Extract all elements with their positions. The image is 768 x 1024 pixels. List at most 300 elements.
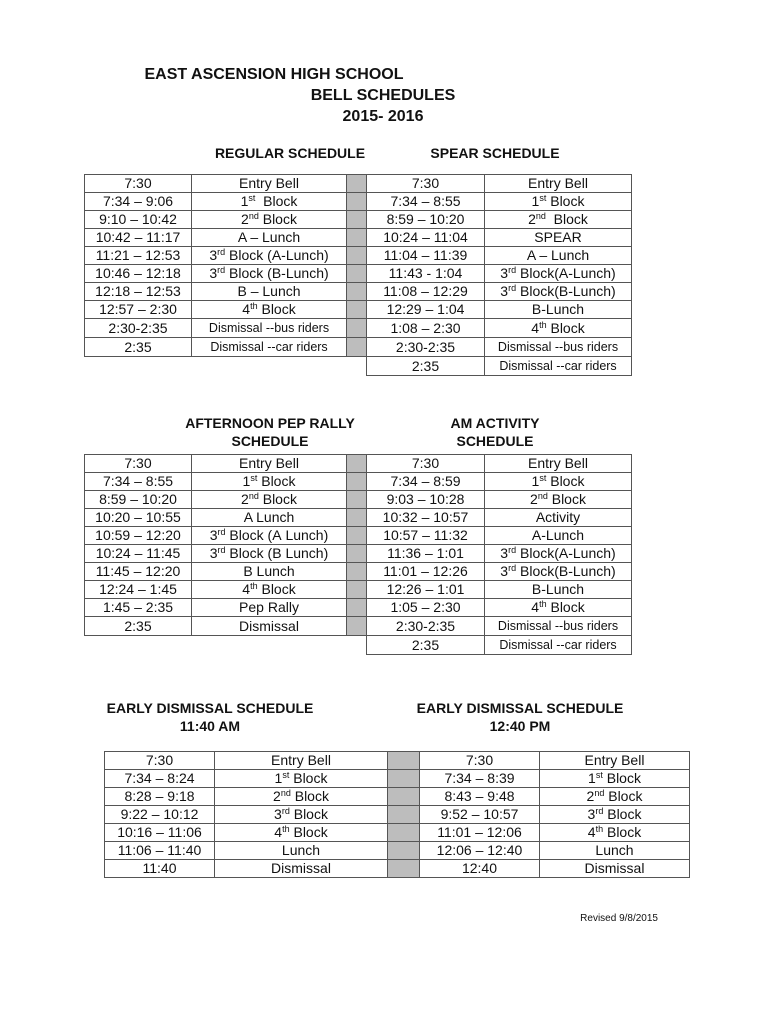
table-row [85,599,632,617]
ordinal-suffix: rd [217,247,226,257]
time-cell: 12:57 – 2:30 [85,301,192,319]
event-label [585,860,645,876]
event-label [243,563,294,579]
ordinal-suffix: st [250,473,258,483]
time-cell: 7:34 – 8:39 [420,770,540,788]
event-cell [215,770,388,788]
event-text: A Lunch [243,509,295,525]
schedule-title-right [380,414,610,450]
table-row [85,563,632,581]
divider-cell [347,229,367,247]
event-text: 3 [500,545,509,561]
event-cell [192,265,347,283]
time-cell: 9:03 – 10:28 [367,491,485,509]
event-label [210,545,329,561]
ordinal-suffix: th [595,824,604,834]
event-text-suffix: Block [547,491,586,507]
event-text: B-Lunch [531,581,585,597]
divider-cell [347,338,367,357]
event-text: 4 [531,599,540,615]
event-cell [485,581,632,599]
event-text-suffix: Block [289,770,328,786]
table-row [105,806,690,824]
event-label [271,752,331,768]
event-text-suffix: Block(A-Lunch) [516,265,616,281]
event-text-suffix: Block [290,788,329,804]
event-cell [540,770,690,788]
title-line: SPEAR SCHEDULE [430,145,560,161]
school-name: EAST ASCENSION HIGH SCHOOL [144,66,404,83]
event-cell [540,860,690,878]
event-text-suffix: Block [257,473,296,489]
table-row [85,301,632,319]
event-cell [540,788,690,806]
event-cell [485,527,632,545]
ordinal-suffix: st [248,193,256,203]
event-cell [192,527,347,545]
time-cell: 2:30-2:35 [367,338,485,357]
time-cell: 7:30 [105,752,215,770]
event-text: Entry Bell [528,455,588,471]
event-text-suffix: Block [546,319,585,336]
event-label [500,265,615,281]
event-cell [192,319,347,338]
event-cell [215,806,388,824]
event-label [588,770,641,786]
divider-cell [388,770,420,788]
time-cell: 7:30 [85,175,192,193]
event-cell [485,599,632,617]
ordinal-suffix: rd [281,806,290,816]
event-cell [485,509,632,527]
event-cell [485,193,632,211]
table-row [85,581,632,599]
table-row [85,283,632,301]
table-row [85,175,632,193]
ordinal-suffix: rd [217,545,226,555]
event-text-suffix: Block(B-Lunch) [516,563,616,579]
event-text: A – Lunch [237,229,301,245]
event-cell [215,842,388,860]
time-cell: 11:01 – 12:26 [367,563,485,581]
event-text: 1 [588,770,596,786]
event-label [528,175,588,191]
time-cell: 7:34 – 9:06 [85,193,192,211]
event-cell [192,175,347,193]
event-label [210,340,327,354]
divider-cell [347,175,367,193]
event-cell [192,193,347,211]
event-label [588,824,641,840]
event-label [238,229,300,245]
event-label [531,320,584,336]
time-cell: 2:35 [85,338,192,357]
schedule-table [104,751,690,878]
event-text: 4 [587,824,596,840]
time-cell: 12:40 [420,860,540,878]
ordinal-suffix: st [282,770,290,780]
event-cell [192,599,347,617]
event-label [531,599,584,615]
time-cell: 10:59 – 12:20 [85,527,192,545]
time-cell: 12:26 – 1:01 [367,581,485,599]
event-label [499,359,616,373]
divider-cell [347,247,367,265]
event-label [500,545,615,561]
event-label [498,619,618,633]
ordinal-suffix: th [539,599,547,609]
table-row [85,319,632,338]
schedule-table [84,454,632,655]
ordinal-suffix: st [595,770,603,780]
divider-cell [388,842,420,860]
ordinal-suffix: rd [508,545,517,555]
time-cell: 10:32 – 10:57 [367,509,485,527]
time-cell: 7:30 [85,455,192,473]
divider-cell [388,824,420,842]
event-cell [485,455,632,473]
ordinal-suffix: rd [508,563,517,573]
empty-cell [192,636,347,655]
event-text-suffix: Block [546,193,585,209]
event-label [209,321,329,335]
ordinal-suffix: nd [537,491,548,501]
time-cell: 11:08 – 12:29 [367,283,485,301]
time-cell: 12:24 – 1:45 [85,581,192,599]
event-cell [485,617,632,636]
title-line: REGULAR SCHEDULE [214,145,366,161]
ordinal-suffix: th [539,319,547,330]
divider-cell [347,491,367,509]
divider-cell [347,319,367,338]
table-row [85,545,632,563]
title-line: AFTERNOON PEP RALLY [185,415,355,431]
divider-cell [388,788,420,806]
title-line: SCHEDULE [231,433,309,449]
table-row [85,491,632,509]
time-cell: 11:45 – 12:20 [85,563,192,581]
event-text: Entry Bell [271,752,331,768]
revised-date: Revised 9/8/2015 [580,913,658,924]
event-label [239,618,299,634]
ordinal-suffix: st [539,473,547,483]
event-text: Entry Bell [584,752,645,768]
event-text: 3 [209,265,218,281]
event-text: B-Lunch [531,301,585,317]
event-cell [192,338,347,357]
event-cell [540,824,690,842]
event-text-suffix: Block [604,788,643,804]
ordinal-suffix: th [250,581,258,591]
event-label [536,509,580,525]
divider-cell [347,563,367,581]
event-text: 1 [274,770,283,786]
title-line: 11:40 AM [179,718,241,734]
time-cell: 7:34 – 8:55 [367,193,485,211]
time-cell: 11:01 – 12:06 [420,824,540,842]
time-cell: 12:29 – 1:04 [367,301,485,319]
event-text-suffix: Block [602,770,641,786]
event-text: 2 [586,788,595,804]
ordinal-suffix: rd [595,806,604,816]
event-text: 2 [530,491,538,507]
ordinal-suffix: nd [594,788,605,798]
event-cell [192,545,347,563]
event-cell [485,175,632,193]
time-cell: 8:59 – 10:20 [85,491,192,509]
divider-cell [347,455,367,473]
empty-cell [192,357,347,376]
divider-cell [347,193,367,211]
event-text: Dismissal --bus riders [497,340,619,354]
event-label [595,842,633,858]
event-text: 1 [240,193,249,209]
event-text: Dismissal --car riders [210,340,328,354]
time-cell: 7:30 [420,752,540,770]
table-row [105,788,690,806]
empty-cell [85,357,192,376]
event-text: 2 [241,211,249,227]
event-label [585,752,645,768]
event-label [528,455,588,471]
table-row [85,193,632,211]
event-cell [215,752,388,770]
time-cell: 10:46 – 12:18 [85,265,192,283]
event-label [244,509,295,525]
event-text: 4 [242,301,251,317]
schedule-table [84,174,632,376]
time-cell: 11:06 – 11:40 [105,842,215,860]
time-cell: 7:34 – 8:59 [367,473,485,491]
event-cell [215,860,388,878]
event-cell [485,636,632,655]
event-text: 2 [528,211,536,227]
ordinal-suffix: nd [248,211,259,221]
time-cell: 11:36 – 1:01 [367,545,485,563]
divider-cell [388,806,420,824]
event-text-suffix: Block [289,824,328,840]
event-label [243,473,296,489]
event-cell [485,473,632,491]
event-text: Entry Bell [239,455,299,471]
time-cell: 9:22 – 10:12 [105,806,215,824]
event-text: 2 [273,788,281,804]
time-cell: 9:52 – 10:57 [420,806,540,824]
time-cell: 10:42 – 11:17 [85,229,192,247]
empty-cell [85,636,192,655]
event-cell [192,283,347,301]
title-line: SCHEDULE [456,433,534,449]
time-cell: 1:05 – 2:30 [367,599,485,617]
event-label [237,283,300,299]
event-cell [540,752,690,770]
time-cell: 7:30 [367,455,485,473]
event-label [532,581,584,597]
ordinal-suffix: rd [508,265,517,275]
divider-cell [347,581,367,599]
table-row [85,247,632,265]
event-label [239,455,299,471]
schedule-title-right [370,699,670,735]
event-label [532,473,585,489]
event-label [239,599,299,615]
time-cell: 10:16 – 11:06 [105,824,215,842]
event-cell [540,806,690,824]
title-line: AM ACTIVITY [450,415,540,431]
event-text: 3 [587,806,596,822]
event-label [239,175,299,191]
event-cell [485,265,632,283]
time-cell: 8:59 – 10:20 [367,211,485,229]
event-text-suffix: Block [545,211,588,227]
title-line: EARLY DISMISSAL SCHEDULE [416,700,624,716]
time-cell: 2:35 [367,357,485,376]
event-cell [485,357,632,376]
ordinal-suffix: st [539,193,547,203]
event-label [534,229,581,245]
ordinal-suffix: nd [280,788,291,798]
event-label [242,581,295,597]
event-cell [485,283,632,301]
event-text: 4 [274,824,283,840]
event-text: 3 [209,545,218,561]
event-cell [192,617,347,636]
time-cell: 9:10 – 10:42 [85,211,192,229]
event-text: SPEAR [534,229,582,245]
event-label [242,301,295,317]
event-label [498,340,618,354]
time-cell: 2:30-2:35 [367,617,485,636]
event-text-suffix: Block [546,599,585,615]
event-cell [485,545,632,563]
time-cell: 1:45 – 2:35 [85,599,192,617]
event-cell [485,211,632,229]
divider-cell [347,599,367,617]
ordinal-suffix: th [250,301,258,311]
event-label [500,563,615,579]
event-cell [215,788,388,806]
event-cell [192,509,347,527]
page-title: BELL SCHEDULES [310,87,456,104]
event-label [273,788,329,804]
event-text-suffix: Block (B-Lunch) [225,265,329,281]
event-text-suffix: Block [258,211,297,227]
event-text: Pep Rally [239,599,299,615]
divider-cell [347,301,367,319]
event-cell [540,842,690,860]
divider-cell [388,752,420,770]
event-text-suffix: Block [546,473,585,489]
event-label [282,842,320,858]
time-cell: 7:34 – 8:24 [105,770,215,788]
event-text: 3 [500,563,509,579]
event-text: Dismissal [271,860,331,876]
event-text: Dismissal --car riders [499,638,617,652]
time-cell: 11:04 – 11:39 [367,247,485,265]
event-text-suffix: Block(B-Lunch) [516,283,616,299]
time-cell: 12:18 – 12:53 [85,283,192,301]
event-text: Activity [535,509,581,525]
event-cell [192,229,347,247]
time-cell: 8:43 – 9:48 [420,788,540,806]
time-cell: 7:30 [367,175,485,193]
time-cell: 11:21 – 12:53 [85,247,192,265]
event-text: Dismissal [584,860,645,876]
event-text: Dismissal --car riders [499,359,617,373]
event-label [528,211,588,227]
event-label [274,806,328,822]
divider-cell [347,509,367,527]
event-cell [192,247,347,265]
table-row [105,842,690,860]
event-label [500,283,615,299]
ordinal-suffix: rd [217,527,226,537]
event-text-suffix: Block [255,193,298,209]
event-label [274,824,327,840]
schedule-title-right [380,144,610,162]
event-label [532,301,584,317]
event-text-suffix: Block (A Lunch) [225,527,329,543]
event-label [241,193,298,209]
time-cell: 11:40 [105,860,215,878]
event-text: Lunch [595,842,634,858]
event-label [271,860,331,876]
divider-cell [347,265,367,283]
event-text: B – Lunch [237,283,301,299]
table-row [85,455,632,473]
table-row [105,860,690,878]
divider-cell [347,283,367,301]
ordinal-suffix: nd [248,491,259,501]
time-cell: 7:34 – 8:55 [85,473,192,491]
time-cell: 11:43 - 1:04 [367,265,485,283]
event-text: 4 [531,319,540,336]
event-text-suffix: Block [257,581,296,597]
event-label [530,491,586,507]
ordinal-suffix: rd [508,283,517,293]
event-label [499,638,616,652]
table-row [105,752,690,770]
event-text-suffix: Block (B Lunch) [225,545,329,561]
event-text-suffix: Block [603,806,642,822]
event-label [241,211,297,227]
table-row [85,617,632,636]
table-row [85,229,632,247]
time-cell: 12:06 – 12:40 [420,842,540,860]
event-cell [215,824,388,842]
divider-cell [347,473,367,491]
time-cell: 10:24 – 11:45 [85,545,192,563]
event-text: Dismissal --bus riders [208,321,330,335]
time-cell: 2:30-2:35 [85,319,192,338]
divider-cell [388,860,420,878]
time-cell: 8:28 – 9:18 [105,788,215,806]
event-label [527,247,589,263]
event-text: Entry Bell [239,175,299,191]
table-row [85,211,632,229]
ordinal-suffix: th [282,824,290,834]
table-row [105,770,690,788]
event-label [532,193,585,209]
event-text: A – Lunch [526,247,590,263]
event-text: 3 [500,283,509,299]
divider-cell [347,545,367,563]
event-text: 4 [242,581,251,597]
table-row [85,473,632,491]
event-label [210,527,329,543]
event-text: Lunch [281,842,321,858]
event-cell [485,491,632,509]
